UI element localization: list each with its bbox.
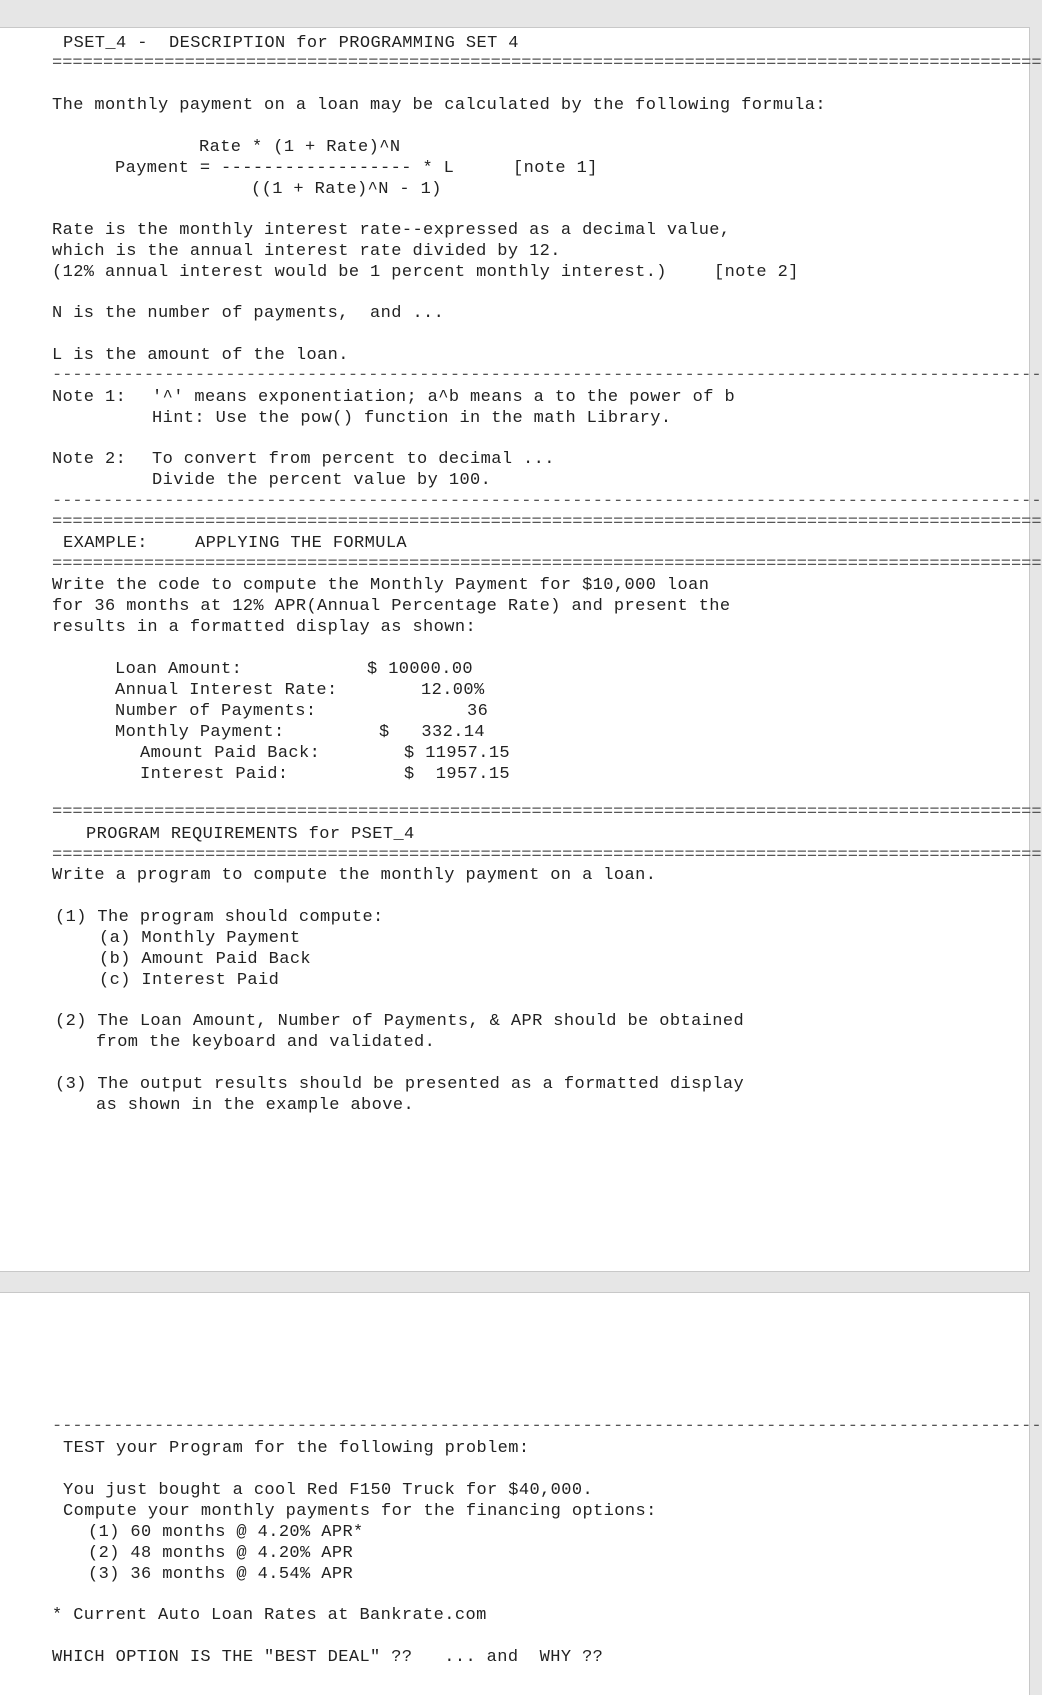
requirement-1c: (c) Interest Paid xyxy=(99,971,280,990)
example-heading: APPLYING THE FORMULA xyxy=(195,534,408,553)
requirements-heading: PROGRAM REQUIREMENTS for PSET_4 xyxy=(86,825,415,844)
formula-denominator: ((1 + Rate)^N - 1) xyxy=(251,180,442,199)
test-problem-line-1: You just bought a cool Red F150 Truck for $40,000. xyxy=(63,1481,594,1500)
double-rule: ================================================================================================= xyxy=(52,54,1042,73)
formula-intro: The monthly payment on a loan may be calculated by the following formula: xyxy=(52,96,826,115)
l-definition: L is the amount of the loan. xyxy=(52,346,349,365)
test-option-1: (1) 60 months @ 4.20% APR* xyxy=(88,1523,364,1542)
formula-numerator: Rate * (1 + Rate)^N xyxy=(199,138,401,157)
example-description-line-1: Write the code to compute the Monthly Payment for $10,000 loan xyxy=(52,576,710,595)
requirement-1: (1) The program should compute: xyxy=(55,908,384,927)
example-description-line-2: for 36 months at 12% APR(Annual Percentage Rate) and present the xyxy=(52,597,731,616)
formula-payment-line: Payment = ------------------ * L xyxy=(115,159,455,178)
test-option-2: (2) 48 months @ 4.20% APR xyxy=(88,1544,354,1563)
requirement-1b: (b) Amount Paid Back xyxy=(99,950,312,969)
rates-footnote: * Current Auto Loan Rates at Bankrate.com xyxy=(52,1606,487,1625)
single-rule: ------------------------------------------------------------------------------------------------- xyxy=(52,1417,1042,1436)
output-label-amount-paid-back: Amount Paid Back: xyxy=(140,744,321,763)
requirement-3-line-2: as shown in the example above. xyxy=(96,1096,415,1115)
requirement-1a: (a) Monthly Payment xyxy=(99,929,301,948)
output-label-interest-rate: Annual Interest Rate: xyxy=(115,681,338,700)
output-label-loan-amount: Loan Amount: xyxy=(115,660,243,679)
best-deal-question: WHICH OPTION IS THE "BEST DEAL" ?? ... and WHY ?? xyxy=(52,1648,604,1667)
test-problem-line-2: Compute your monthly payments for the financing options: xyxy=(63,1502,657,1521)
note-1-line-1: '^' means exponentiation; a^b means a to the power of b xyxy=(152,388,736,407)
test-option-3: (3) 36 months @ 4.54% APR xyxy=(88,1565,354,1584)
rate-definition-line-2: which is the annual interest rate divided by 12. xyxy=(52,242,561,261)
n-definition: N is the number of payments, and ... xyxy=(52,304,445,323)
rate-definition-line-1: Rate is the monthly interest rate--expressed as a decimal value, xyxy=(52,221,731,240)
rate-definition-line-3: (12% annual interest would be 1 percent monthly interest.) xyxy=(52,263,667,282)
output-label-number-of-payments: Number of Payments: xyxy=(115,702,317,721)
double-rule: ================================================================================================= xyxy=(52,555,1042,574)
requirement-2-line-2: from the keyboard and validated. xyxy=(96,1033,436,1052)
note-2-label: Note 2: xyxy=(52,450,127,469)
output-value-loan-amount: $ 10000.00 xyxy=(367,660,474,679)
note-1-line-2: Hint: Use the pow() function in the math Library. xyxy=(152,409,672,428)
output-value-amount-paid-back: $ 11957.15 xyxy=(404,744,511,763)
output-label-interest-paid: Interest Paid: xyxy=(140,765,289,784)
double-rule: ================================================================================================= xyxy=(52,513,1042,532)
requirement-3-line-1: (3) The output results should be presented as a formatted display xyxy=(55,1075,745,1094)
output-value-interest-rate: 12.00% xyxy=(421,681,485,700)
output-label-monthly-payment: Monthly Payment: xyxy=(115,723,285,742)
example-label: EXAMPLE: xyxy=(63,534,148,553)
output-value-number-of-payments: 36 xyxy=(467,702,489,721)
note-2-line-2: Divide the percent value by 100. xyxy=(152,471,492,490)
note-1-label: Note 1: xyxy=(52,388,127,407)
single-rule: ------------------------------------------------------------------------------------------------- xyxy=(52,366,1042,385)
output-value-monthly-payment: $ 332.14 xyxy=(379,723,486,742)
double-rule: ================================================================================================= xyxy=(52,803,1042,822)
test-heading: TEST your Program for the following problem: xyxy=(63,1439,530,1458)
output-value-interest-paid: $ 1957.15 xyxy=(404,765,511,784)
note-1-reference: [note 1] xyxy=(513,159,598,178)
single-rule: ------------------------------------------------------------------------------------------------- xyxy=(52,492,1042,511)
requirement-2-line-1: (2) The Loan Amount, Number of Payments, & APR should be obtained xyxy=(55,1012,745,1031)
requirements-intro: Write a program to compute the monthly payment on a loan. xyxy=(52,866,657,885)
double-rule: ================================================================================================= xyxy=(52,846,1042,865)
document-title: PSET_4 - DESCRIPTION for PROGRAMMING SET 4 xyxy=(63,34,519,53)
note-2-line-1: To convert from percent to decimal ... xyxy=(152,450,555,469)
note-2-reference: [note 2] xyxy=(714,263,799,282)
example-description-line-3: results in a formatted display as shown: xyxy=(52,618,477,637)
